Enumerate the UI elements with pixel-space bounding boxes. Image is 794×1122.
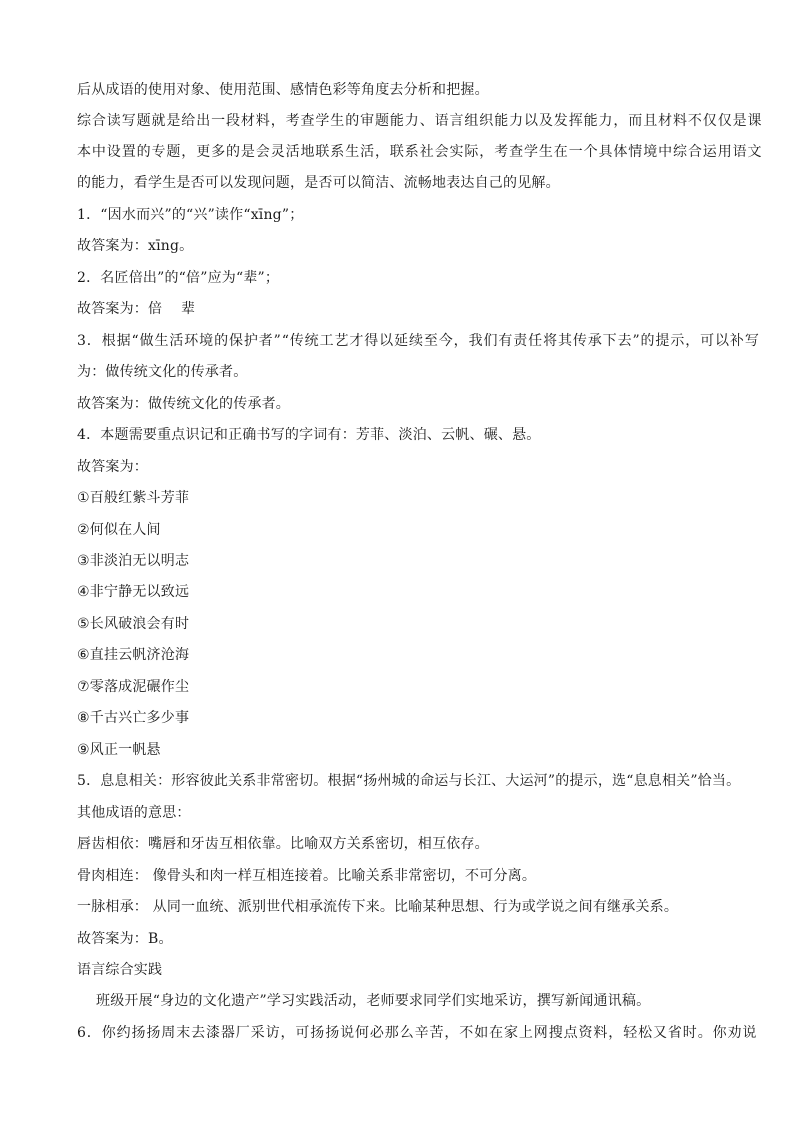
answer-item-5: 5．息息相关：形容彼此关系非常密切。根据“扬州城的命运与长江、大运河”的提示，选“息息相关”恰当。 xyxy=(77,773,741,789)
answer-item-1: 1．“因水而兴”的“兴”读作“xīng”； xyxy=(77,207,304,223)
answer-item-3: 3．根据“做生活环境的保护者”“传统工艺才得以延续至今，我们有责任将其传承下去”的提示，可以补写 xyxy=(77,333,760,349)
answer-line: 故答案为：xīng。 xyxy=(77,238,194,254)
list-item: ①百般红紫斗芳菲 xyxy=(77,490,190,506)
list-item: ⑦零落成泥碾作尘 xyxy=(77,679,190,695)
question-6: 6．你约扬扬周末去漆器厂采访，可扬扬说何必那么辛苦，不如在家上网搜点资料，轻松又省时。你劝说 xyxy=(77,1025,758,1041)
answer-line: 故答案为：做传统文化的传承者。 xyxy=(77,396,290,412)
list-item: ⑨风正一帆悬 xyxy=(77,742,161,758)
text-line: 的能力，看学生是否可以发现问题，是否可以简洁、流畅地表达自己的见解。 xyxy=(77,175,560,191)
list-item: ⑤长风破浪会有时 xyxy=(77,616,190,632)
answer-item-2: 2．名匠倍出”的“倍”应为“辈”； xyxy=(77,270,280,286)
answer-line: 故答案为： xyxy=(77,459,148,475)
answer-line: 故答案为：B。 xyxy=(77,931,173,947)
text-line: 本中设置的专题，更多的是会灵活地联系生活，联系社会实际，考查学生在一个具体情境中综合运用语文 xyxy=(77,144,763,160)
answer-item-4: 4．本题需要重点识记和正确书写的字词有：芳菲、淡泊、云帆、碾、悬。 xyxy=(77,427,541,443)
text-line: 一脉相承： 从同一血统、派别世代相承流传下来。比喻某种思想、行为或学说之间有继承关系。 xyxy=(77,899,679,915)
text-line: 唇齿相依：嘴唇和牙齿互相依靠。比喻双方关系密切，相互依存。 xyxy=(77,836,489,852)
section-heading: 语言综合实践 xyxy=(77,962,163,978)
text-line: 后从成语的使用对象、使用范围、感情色彩等角度去分析和把握。 xyxy=(77,82,489,98)
text-line: 综合读写题就是给出一段材料，考查学生的审题能力、语言组织能力以及发挥能力，而且材料不仅仅是课 xyxy=(77,113,763,129)
answer-line: 故答案为：倍 辈 xyxy=(77,301,196,317)
text-line: 其他成语的意思： xyxy=(77,805,191,821)
list-item: ⑥直挂云帆济沧海 xyxy=(77,647,190,663)
list-item: ④非宁静无以致远 xyxy=(77,584,190,600)
text-line: 班级开展“身边的文化遗产”学习实践活动，老师要求同学们实地采访，撰写新闻通讯稿。 xyxy=(96,993,651,1009)
text-line: 为：做传统文化的传承者。 xyxy=(77,364,248,380)
list-item: ⑧千古兴亡多少事 xyxy=(77,710,190,726)
text-line: 骨肉相连： 像骨头和肉一样互相连接着。比喻关系非常密切，不可分离。 xyxy=(77,868,537,884)
list-item: ②何似在人间 xyxy=(77,522,161,538)
list-item: ③非淡泊无以明志 xyxy=(77,553,190,569)
